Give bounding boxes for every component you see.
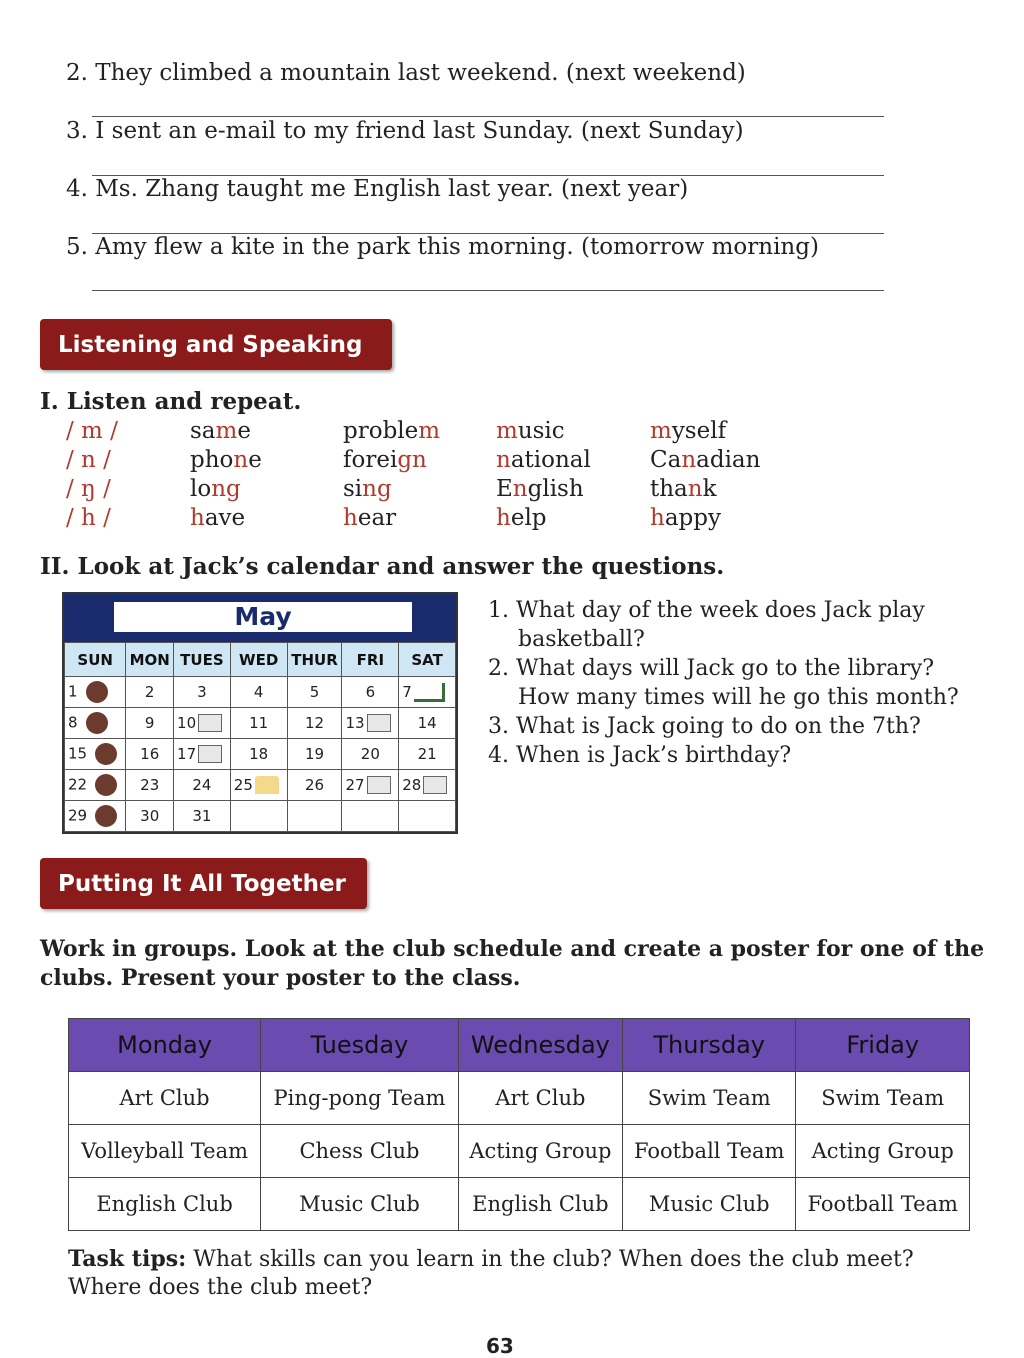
calendar-date-number: 4: [253, 683, 264, 701]
phonics-word: hear: [343, 505, 397, 531]
calendar-date-cell: [399, 739, 456, 770]
calendar-date-number: 7: [402, 682, 412, 701]
schedule-cell: Music Club: [622, 1178, 796, 1231]
phonics-word: myself: [650, 418, 727, 444]
schedule-cell: English Club: [69, 1178, 261, 1231]
calendar-date-cell: [399, 708, 456, 739]
phonics-word: foreign: [343, 447, 427, 473]
calendar-date-cell: [230, 739, 287, 770]
calendar-day-header: WED: [230, 643, 287, 677]
calendar-date-cell: [287, 801, 342, 832]
phonics-word: phone: [190, 447, 262, 473]
phonics-word: help: [496, 505, 547, 531]
calendar-date-cell: [126, 801, 174, 832]
calendar-date-number: 9: [144, 714, 155, 732]
calendar-date-cell: [287, 739, 342, 770]
calendar-week-row: [65, 677, 456, 708]
calendar-date-cell: [126, 677, 174, 708]
task-tips-text: What skills can you learn in the club? When does the club meet?: [186, 1247, 914, 1272]
calendar-date-number: 14: [417, 714, 437, 732]
page-number: 63: [486, 1334, 514, 1358]
calendar-day-header: SUN: [65, 643, 126, 677]
answer-blank[interactable]: [92, 290, 884, 291]
schedule-cell: Acting Group: [458, 1125, 622, 1178]
calendar-date-number: 17: [177, 744, 197, 763]
schedule-day-header: Thursday: [622, 1019, 796, 1072]
question-2: 2. What days will Jack go to the library?: [488, 656, 935, 681]
calendar-date-cell: [126, 708, 174, 739]
schedule-row: [69, 1072, 970, 1125]
schedule-row: [69, 1178, 970, 1231]
jack-calendar: [62, 592, 458, 834]
calendar-date-number: 15: [68, 744, 88, 763]
calendar-date-cell: [174, 739, 231, 770]
calendar-date-number: 19: [304, 745, 325, 763]
calendar-date-cell: [399, 770, 456, 801]
schedule-cell: Art Club: [69, 1072, 261, 1125]
calendar-date-number: 2: [144, 683, 155, 701]
phonics-word: sing: [343, 476, 392, 502]
exercise-line-4: 4. Ms. Zhang taught me English last year. (next year): [66, 176, 689, 202]
calendar-date-number: 29: [68, 806, 88, 825]
section-banner-putting-together: Putting It All Together: [40, 858, 367, 909]
calendar-date-number: 8: [68, 713, 78, 732]
calendar-week-row: [65, 801, 456, 832]
task-tips-label: Task tips:: [68, 1246, 187, 1272]
phonics-word: national: [496, 447, 591, 473]
calendar-date-number: 23: [140, 776, 160, 794]
basketball-icon: [86, 712, 108, 734]
calendar-day-header: MON: [126, 643, 174, 677]
schedule-cell: Volleyball Team: [69, 1125, 261, 1178]
phonics-word: long: [190, 476, 241, 502]
schedule-day-header: Tuesday: [261, 1019, 459, 1072]
calendar-day-header: TUES: [174, 643, 231, 677]
calendar-date-number: 27: [345, 775, 365, 794]
question-1-cont: basketball?: [518, 627, 645, 652]
shopping-cart-icon: [414, 683, 445, 702]
part1-heading: I. Listen and repeat.: [40, 388, 302, 415]
calendar-date-number: 12: [304, 714, 325, 732]
calendar-date-cell: [230, 770, 287, 801]
library-book-icon: [198, 745, 222, 763]
calendar-date-number: 13: [345, 713, 365, 732]
work-instruction-line2: clubs. Present your poster to the class.: [40, 965, 521, 991]
schedule-day-header: Wednesday: [458, 1019, 622, 1072]
calendar-date-cell: [287, 770, 342, 801]
calendar-date-number: 30: [140, 807, 160, 825]
basketball-icon: [95, 805, 117, 827]
phoneme-symbol: / m /: [66, 418, 118, 444]
calendar-month: May: [114, 602, 412, 632]
calendar-date-cell: [65, 739, 126, 770]
phonics-word: same: [190, 418, 251, 444]
question-4: 4. When is Jack’s birthday?: [488, 743, 792, 768]
calendar-date-cell: [342, 677, 399, 708]
calendar-date-number: 24: [192, 776, 212, 794]
calendar-week-row: [65, 739, 456, 770]
calendar-date-number: 10: [177, 713, 197, 732]
calendar-date-number: 18: [249, 745, 269, 763]
schedule-cell: Ping-pong Team: [261, 1072, 459, 1125]
calendar-day-header: SAT: [399, 643, 456, 677]
question-3: 3. What is Jack going to do on the 7th?: [488, 714, 921, 739]
schedule-day-header: Friday: [796, 1019, 970, 1072]
schedule-cell: Acting Group: [796, 1125, 970, 1178]
schedule-cell: Art Club: [458, 1072, 622, 1125]
task-tips-line1: [68, 1246, 914, 1272]
library-book-icon: [198, 714, 222, 732]
schedule-cell: Football Team: [796, 1178, 970, 1231]
calendar-date-number: 20: [360, 745, 380, 763]
basketball-icon: [86, 681, 108, 703]
schedule-day-header: Monday: [69, 1019, 261, 1072]
calendar-date-number: 31: [192, 807, 212, 825]
question-2-cont: How many times will he go this month?: [518, 685, 959, 710]
phonics-word: Canadian: [650, 447, 761, 473]
calendar-date-cell: [65, 770, 126, 801]
calendar-date-cell: [342, 739, 399, 770]
calendar-date-number: 26: [304, 776, 325, 794]
phoneme-symbol: / ŋ /: [66, 476, 111, 502]
calendar-date-number: 5: [309, 683, 320, 701]
exercise-line-5: 5. Amy flew a kite in the park this morning. (tomorrow morning): [66, 234, 819, 260]
library-book-icon: [367, 714, 391, 732]
calendar-date-cell: [174, 801, 231, 832]
calendar-day-header: FRI: [342, 643, 399, 677]
calendar-date-number: 25: [233, 775, 253, 794]
calendar-date-number: 11: [249, 714, 269, 732]
calendar-date-number: 3: [197, 683, 207, 701]
schedule-cell: Swim Team: [796, 1072, 970, 1125]
basketball-icon: [95, 743, 117, 765]
calendar-date-number: 28: [402, 775, 422, 794]
exercise-line-2: 2. They climbed a mountain last weekend. (next weekend): [66, 60, 746, 86]
calendar-date-number: 16: [140, 745, 160, 763]
library-book-icon: [367, 776, 391, 794]
calendar-date-number: 22: [68, 775, 88, 794]
schedule-cell: Music Club: [261, 1178, 459, 1231]
calendar-date-cell: [342, 708, 399, 739]
calendar-header: [64, 594, 456, 642]
calendar-date-cell: [65, 708, 126, 739]
calendar-date-cell: [174, 677, 231, 708]
phonics-word: problem: [343, 418, 441, 444]
task-tips-line2: Where does the club meet?: [68, 1275, 373, 1300]
calendar-date-cell: [287, 708, 342, 739]
club-schedule-table: [68, 1018, 970, 1231]
calendar-date-cell: [287, 677, 342, 708]
calendar-date-cell: [230, 801, 287, 832]
calendar-date-cell: [230, 677, 287, 708]
calendar-date-cell: [342, 770, 399, 801]
phoneme-symbol: / n /: [66, 447, 111, 473]
calendar-date-number: 6: [365, 683, 376, 701]
work-instruction-line1: Work in groups. Look at the club schedule and create a poster for one of the: [40, 936, 985, 962]
phonics-word: thank: [650, 476, 717, 502]
schedule-cell: Chess Club: [261, 1125, 459, 1178]
question-1: 1. What day of the week does Jack play: [488, 598, 925, 623]
basketball-icon: [95, 774, 117, 796]
exercise-line-3: 3. I sent an e-mail to my friend last Sunday. (next Sunday): [66, 118, 744, 144]
birthday-cake-icon: [255, 776, 279, 794]
phonics-word: happy: [650, 505, 721, 531]
calendar-date-cell: [230, 708, 287, 739]
schedule-cell: Football Team: [622, 1125, 796, 1178]
phonics-word: have: [190, 505, 246, 531]
phoneme-symbol: / h /: [66, 505, 111, 531]
answer-blank[interactable]: [92, 116, 884, 117]
phonics-word: music: [496, 418, 565, 444]
calendar-date-cell: [126, 739, 174, 770]
library-book-icon: [423, 776, 447, 794]
calendar-date-number: 1: [68, 682, 78, 701]
schedule-cell: Swim Team: [622, 1072, 796, 1125]
phonics-word: English: [496, 476, 584, 502]
part2-heading: II. Look at Jack’s calendar and answer the questions.: [40, 553, 725, 580]
calendar-date-cell: [399, 801, 456, 832]
calendar-date-cell: [65, 677, 126, 708]
section-banner-listening: Listening and Speaking: [40, 319, 392, 370]
calendar-day-header: THUR: [287, 643, 342, 677]
calendar-date-cell: [174, 770, 231, 801]
calendar-date-cell: [65, 801, 126, 832]
calendar-week-row: [65, 708, 456, 739]
calendar-date-cell: [399, 677, 456, 708]
calendar-week-row: [65, 770, 456, 801]
calendar-date-number: 21: [417, 745, 437, 763]
schedule-cell: English Club: [458, 1178, 622, 1231]
schedule-row: [69, 1125, 970, 1178]
calendar-date-cell: [174, 708, 231, 739]
calendar-date-cell: [126, 770, 174, 801]
calendar-date-cell: [342, 801, 399, 832]
